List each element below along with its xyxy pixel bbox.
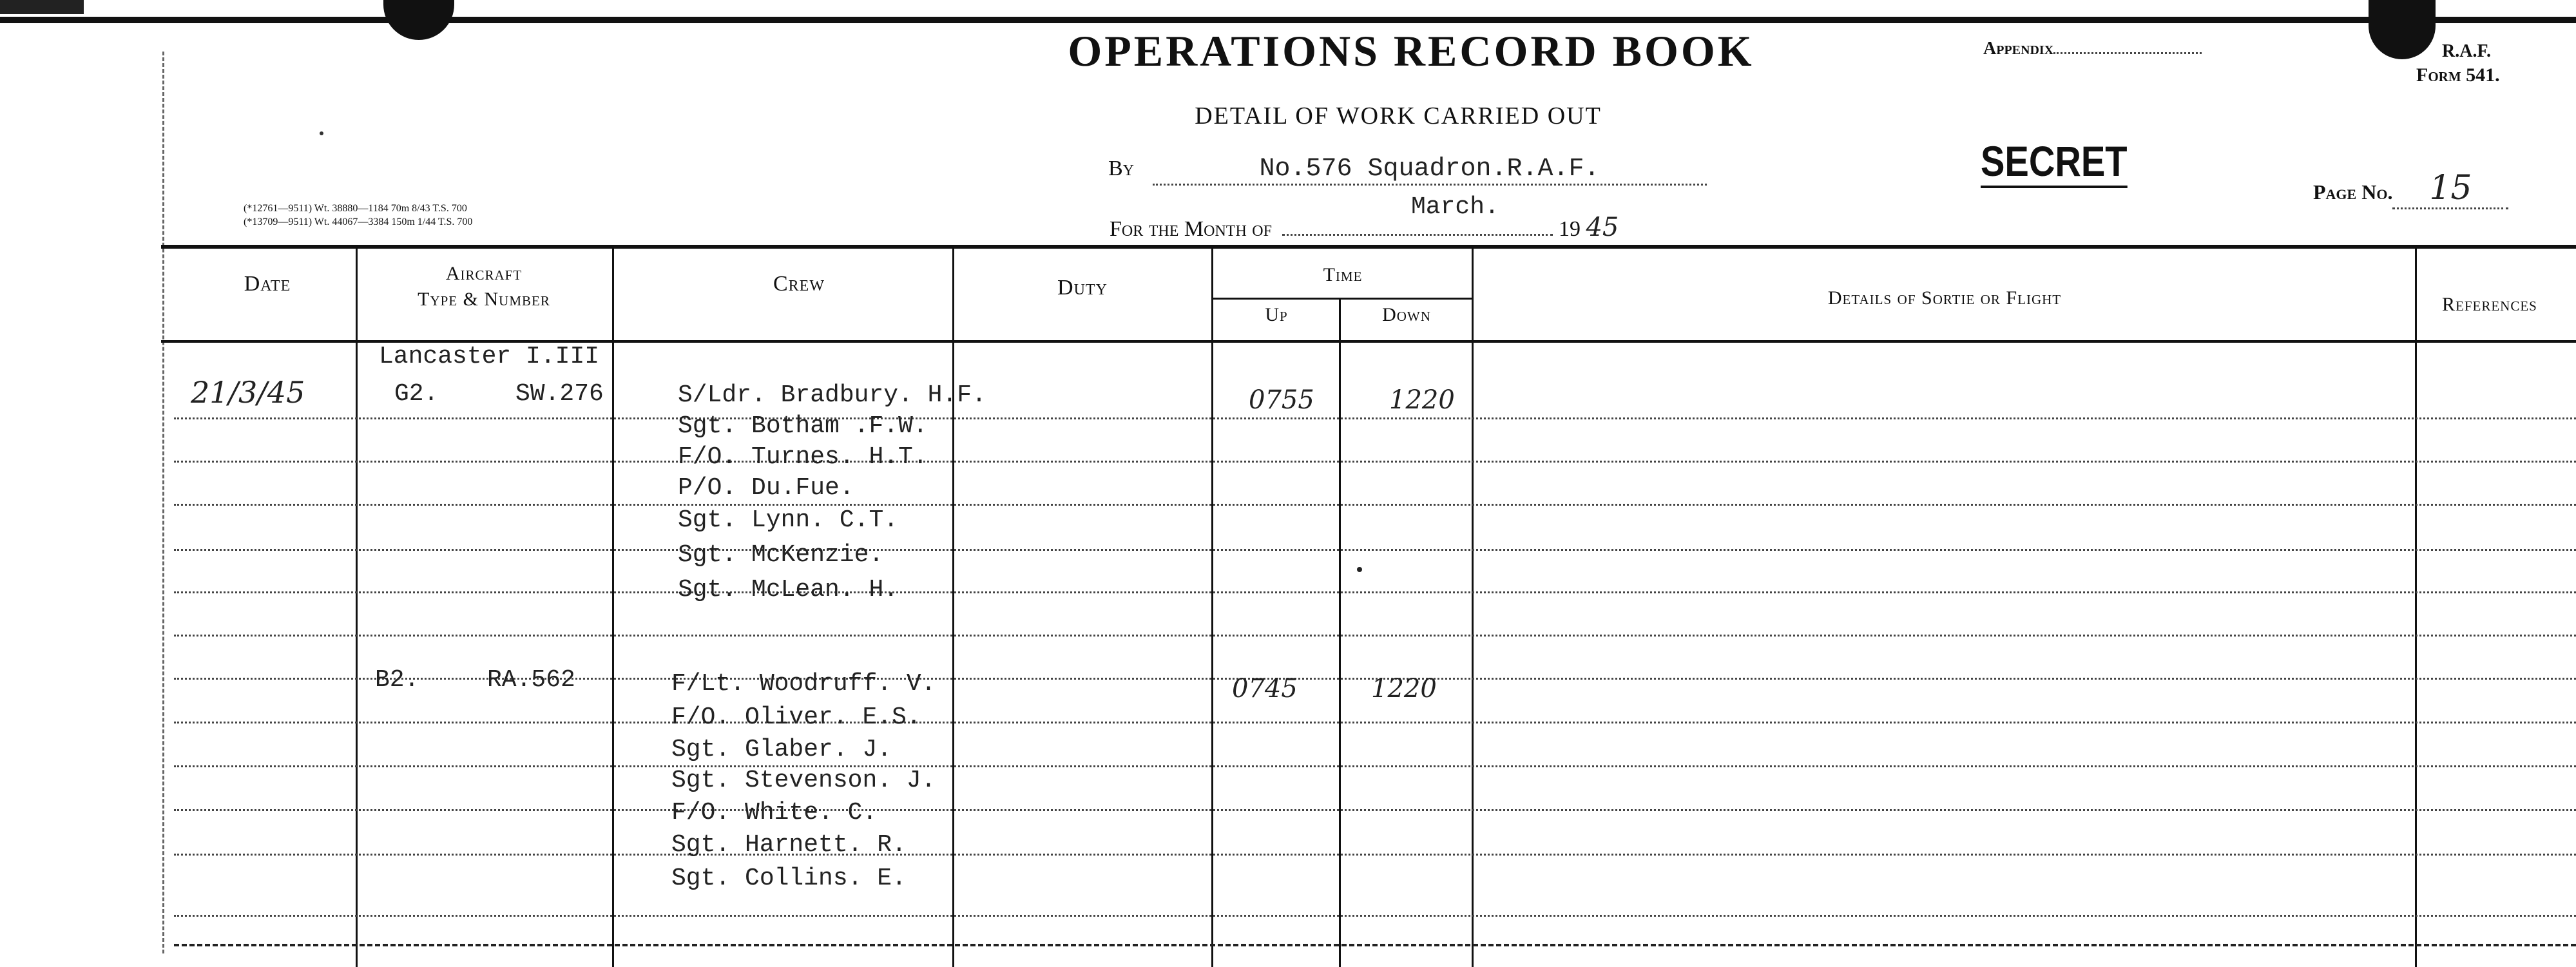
page-value: 15 xyxy=(2429,169,2472,207)
col-header-details: Details of Sortie or Flight xyxy=(1827,287,2062,309)
print-code-1: (*12761—9511) Wt. 38880—1184 70m 8/43 T.S. 700 xyxy=(244,203,467,214)
ruled-line xyxy=(174,765,2576,767)
crew-member: S/Ldr. Bradbury. H.F. xyxy=(678,381,986,409)
crew-member: Sgt. Harnett. R. xyxy=(671,831,907,859)
aircraft-serial: RA.562 xyxy=(487,666,575,694)
top-left-blot xyxy=(0,0,84,14)
table-top-rule xyxy=(161,245,2576,249)
col-header-aircraft-type: Type & Number xyxy=(418,289,550,310)
by-line xyxy=(1108,155,1707,186)
col-header-crew: Crew xyxy=(773,272,825,296)
crew-member: F/Lt. Woodruff. V. xyxy=(671,670,936,698)
ruled-line xyxy=(174,549,2576,551)
left-margin-dashes xyxy=(162,52,164,953)
aircraft-type: Lancaster I.III xyxy=(379,343,600,370)
col-rule-time xyxy=(1339,298,1341,967)
time-down: 1220 xyxy=(1389,385,1455,415)
crew-member: Sgt. Collins. E. xyxy=(671,865,907,892)
year-value: 45 xyxy=(1586,213,1619,242)
form-number: Form 541. xyxy=(2416,64,2500,86)
form-title: OPERATIONS RECORD BOOK xyxy=(1068,26,1754,75)
col-rule-aircraft xyxy=(612,247,614,967)
time-up: 0745 xyxy=(1232,674,1298,704)
crew-member: F/O. Oliver. E.S. xyxy=(671,704,921,731)
month-label: For the Month of xyxy=(1110,217,1272,241)
ink-speck xyxy=(320,131,323,135)
crew-member: Sgt. McLean. H. xyxy=(678,576,899,604)
appendix-label xyxy=(1983,39,2202,59)
col-rule-date xyxy=(356,247,358,967)
col-rule-duty xyxy=(1211,247,1213,967)
crew-member: Sgt. Lynn. C.T. xyxy=(678,506,899,534)
aircraft-code: G2. xyxy=(394,380,439,408)
secret-stamp: SECRET xyxy=(1981,137,2128,188)
month-line xyxy=(1110,213,1619,242)
col-header-reference: References xyxy=(2442,294,2537,315)
squadron-value: No.576 Squadron.R.A.F. xyxy=(1259,155,1600,184)
col-header-up: Up xyxy=(1265,304,1288,325)
page-number-line xyxy=(2313,169,2508,209)
time-divider-rule xyxy=(1213,298,1473,300)
ruled-line xyxy=(174,635,2576,637)
crew-member: Sgt. McKenzie. xyxy=(678,541,884,569)
ink-speck xyxy=(1357,567,1362,572)
col-header-aircraft: Aircraft xyxy=(445,263,523,284)
ruled-line xyxy=(174,915,2576,917)
ruled-line xyxy=(174,854,2576,856)
year-prefix: 19 xyxy=(1558,217,1581,241)
crew-member: Sgt. Glaber. J. xyxy=(671,736,892,763)
ruled-line xyxy=(174,504,2576,506)
crew-member: Sgt. Stevenson. J. xyxy=(671,767,936,794)
ruled-line xyxy=(174,591,2576,593)
aircraft-serial: SW.276 xyxy=(515,380,604,408)
punch-hole-right xyxy=(2369,0,2436,59)
crew-member: P/O. Du.Fue. xyxy=(678,474,854,502)
ruled-line xyxy=(174,461,2576,463)
ruled-line xyxy=(174,417,2576,419)
time-down: 1220 xyxy=(1371,674,1437,704)
form-subtitle: DETAIL OF WORK CARRIED OUT xyxy=(1195,102,1602,129)
appendix-text: Appendix xyxy=(1983,39,2054,59)
col-header-duty: Duty xyxy=(1057,276,1108,300)
sortie-date: 21/3/45 xyxy=(191,375,305,410)
col-rule-reference xyxy=(2415,247,2417,967)
crew-member: Sgt. Botham .F.W. xyxy=(678,412,928,440)
by-label: By xyxy=(1108,157,1135,180)
col-rule-details xyxy=(1472,247,1474,967)
punch-hole-left xyxy=(383,0,454,40)
col-header-date: Date xyxy=(244,272,291,296)
col-header-down: Down xyxy=(1382,304,1431,325)
ruled-line xyxy=(174,722,2576,723)
col-header-time: Time xyxy=(1323,264,1363,285)
aircraft-code: B2. xyxy=(375,666,419,694)
col-rule-crew xyxy=(952,247,954,967)
time-up: 0755 xyxy=(1249,385,1314,415)
ruled-line xyxy=(174,809,2576,811)
crew-member: F/O. Turnes. H.T. xyxy=(678,443,928,471)
form-raf-label: R.A.F. xyxy=(2442,41,2491,61)
print-code-2: (*13709—9511) Wt. 44067—3384 150m 1/44 T.S. 700 xyxy=(244,216,473,227)
page-end-dash-rule xyxy=(174,944,2576,946)
month-value: March. xyxy=(1411,193,1499,221)
crew-member: F/O. White. C. xyxy=(671,799,878,827)
page-label: Page No. xyxy=(2313,180,2393,204)
